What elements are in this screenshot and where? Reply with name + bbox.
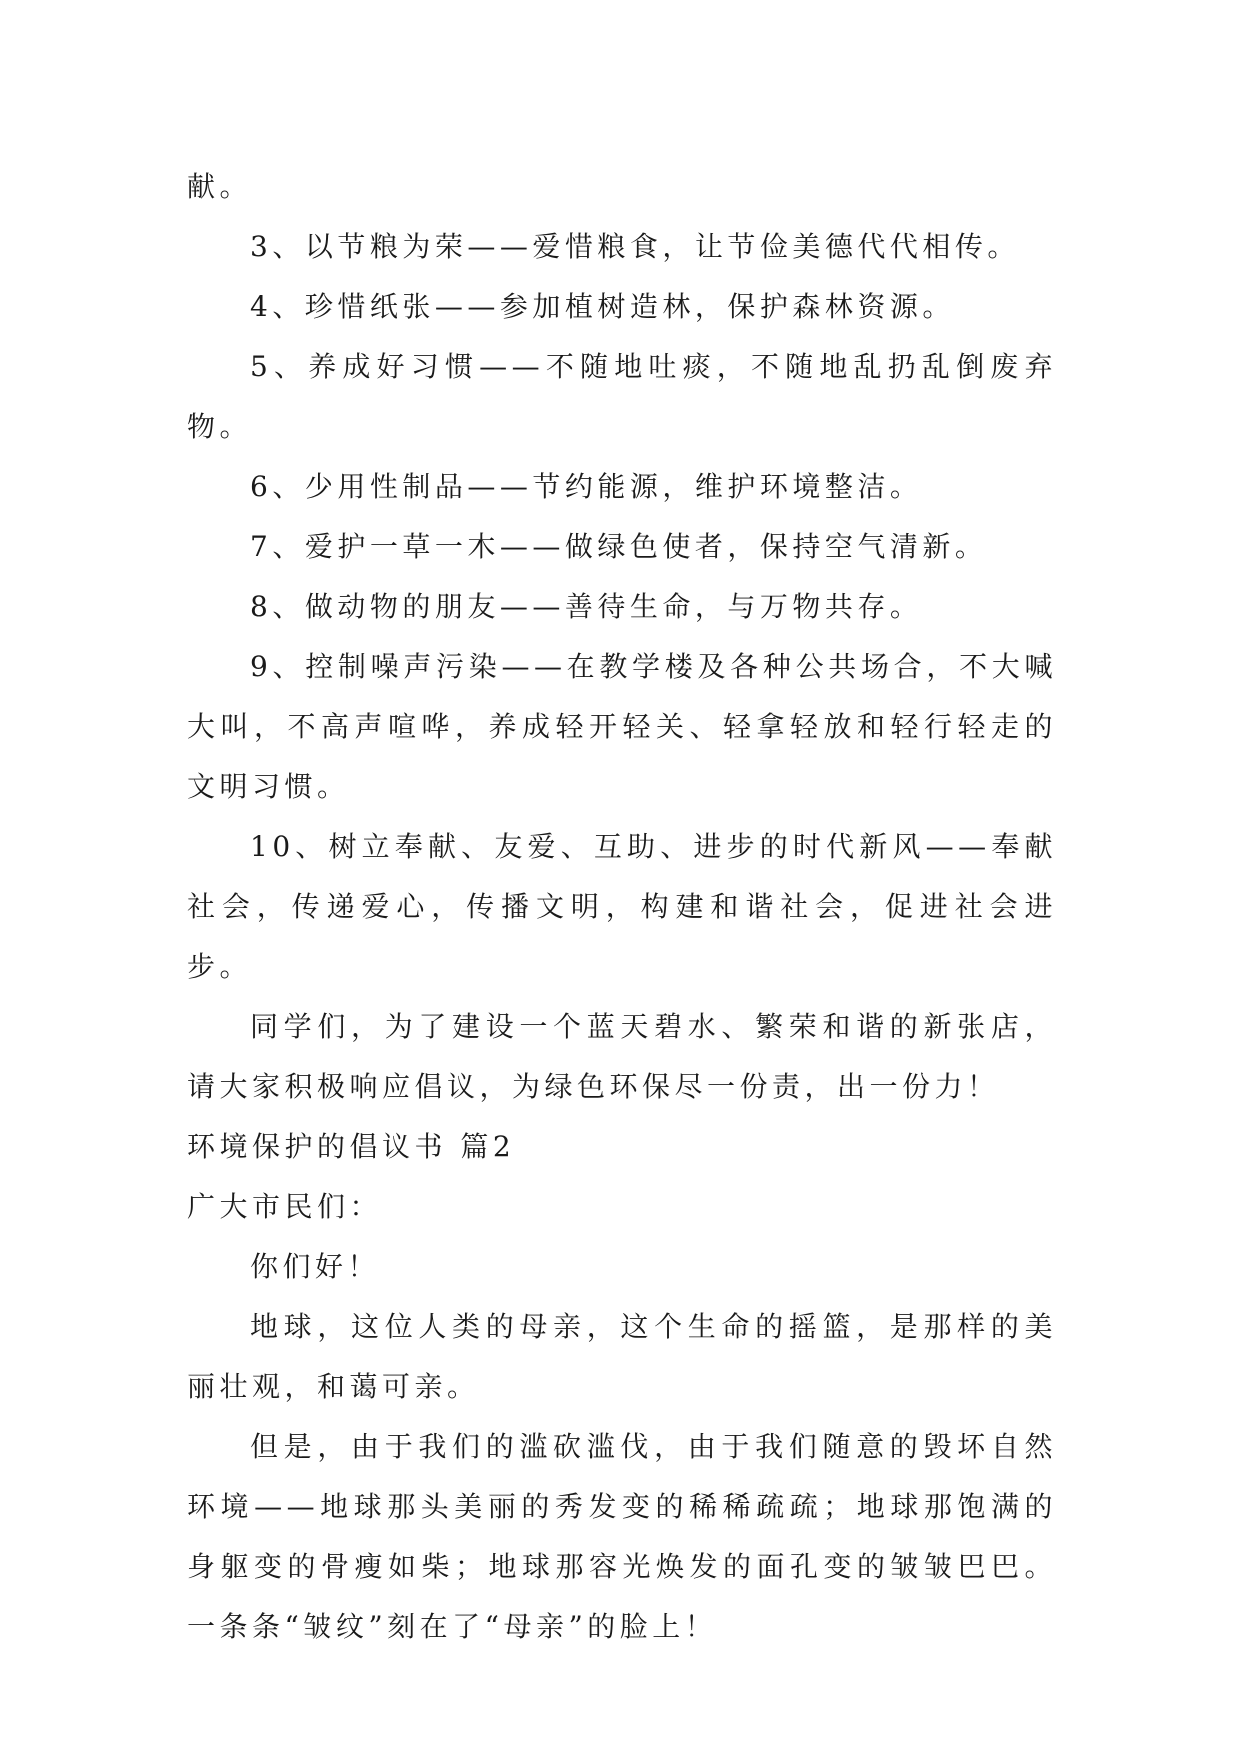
document-body	[187, 157, 1057, 1657]
list-item-4: 4、珍惜纸张——参加植树造林，保护森林资源。	[250, 290, 955, 323]
salutation: 广大市民们：	[187, 1190, 383, 1223]
closing-paragraph: 同学们，为了建设一个蓝天碧水、繁荣和谐的新张店，请大家积极响应倡议，为绿色环保尽一份责，出一份力！	[187, 1010, 1057, 1103]
list-item-8: 8、做动物的朋友——善待生命，与万物共存。	[250, 590, 923, 623]
list-item-6: 6、少用性制品——节约能源，维护环境整洁。	[250, 470, 923, 503]
list-item-7: 7、爱护一草一木——做绿色使者，保持空气清新。	[250, 530, 988, 563]
greeting: 你们好！	[250, 1250, 381, 1283]
list-item-10: 10、树立奉献、友爱、互助、进步的时代新风——奉献社会，传递爱心，传播文明，构建和谐社会，促进社会进步。	[187, 830, 1057, 983]
list-item-5: 5、养成好习惯——不随地吐痰，不随地乱扔乱倒废弃物。	[187, 350, 1057, 443]
paragraph-continuation: 献。	[187, 170, 253, 203]
body-paragraph: 地球，这位人类的母亲，这个生命的摇篮，是那样的美丽壮观，和蔼可亲。	[187, 1310, 1057, 1403]
body-paragraph: 但是，由于我们的滥砍滥伐，由于我们随意的毁坏自然环境——地球那头美丽的秀发变的稀稀疏疏；地球那饱满的身躯变的骨瘦如柴；地球那容光焕发的面孔变的皱皱巴巴。一条条“皱纹”刻在了“母亲”的脸上！	[187, 1430, 1057, 1643]
list-item-3: 3、以节粮为荣——爱惜粮食，让节俭美德代代相传。	[250, 230, 1020, 263]
section-heading: 环境保护的倡议书 篇2	[187, 1130, 516, 1163]
list-item-9: 9、控制噪声污染——在教学楼及各种公共场合，不大喊大叫，不高声喧哗，养成轻开轻关、轻拿轻放和轻行轻走的文明习惯。	[187, 650, 1057, 803]
